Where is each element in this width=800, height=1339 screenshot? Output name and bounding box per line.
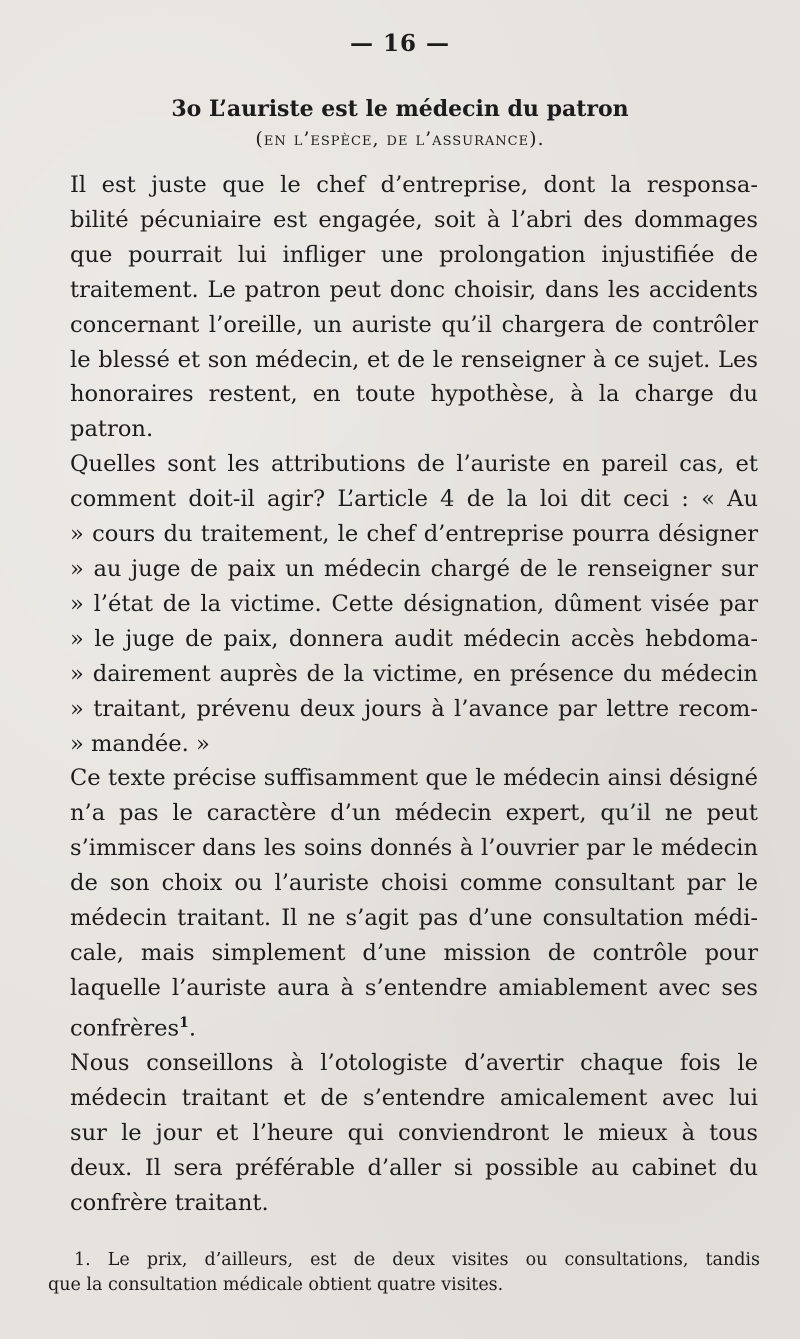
paragraph-1 bbox=[40, 168, 758, 447]
text-line: médecin traitant. Il ne s’agit pas d’une consultation médi- bbox=[70, 905, 758, 932]
text-line: deux. Il sera préférable d’aller si possible au cabinet du bbox=[70, 1154, 758, 1181]
text-line: Ce texte précise suffisamment que le médecin ainsi désigné bbox=[70, 765, 758, 792]
footnote bbox=[48, 1248, 760, 1298]
text-line: sur le jour et l’heure qui conviendront le mieux à tous bbox=[70, 1120, 758, 1146]
text-line: » dairement auprès de la victime, en présence du médecin bbox=[70, 660, 758, 687]
paragraph-2 bbox=[40, 447, 758, 761]
text-line: bilité pécuniaire est engagée, soit à l’abri des dommages bbox=[70, 206, 758, 233]
punctuation: . bbox=[188, 1015, 197, 1042]
text-line: médecin traitant et de s’entendre amicalement avec lui bbox=[70, 1085, 758, 1112]
text-line: » cours du traitement, le chef d’entreprise pourra désigner bbox=[70, 521, 758, 548]
footnote-line: 1. Le prix, d’ailleurs, est de deux visites ou consultations, tandis bbox=[74, 1250, 760, 1270]
text-line: » le juge de paix, donnera audit médecin accès hebdoma- bbox=[70, 625, 758, 652]
page-number: — 16 — bbox=[349, 30, 451, 57]
text-line: honoraires restent, en toute hypothèse, à la charge du bbox=[70, 381, 758, 408]
section-number: 3o bbox=[171, 96, 202, 122]
section-subtitle: (en l’espèce, de l’assurance). bbox=[255, 128, 545, 150]
text-line: comment doit-il agir? L’article 4 de la loi dit ceci : « Au bbox=[70, 486, 758, 513]
text-line: » l’état de la victime. Cette désignation, dûment visée par bbox=[70, 590, 758, 617]
text-line: cale, mais simplement d’une mission de contrôle pour bbox=[70, 939, 758, 966]
text-line: le blessé et son médecin, et de le renseigner à ce sujet. Les bbox=[70, 346, 758, 373]
text-line: s’immiscer dans les soins donnés à l’ouvrier par le médecin bbox=[70, 835, 758, 862]
text-line: laquelle l’auriste aura à s’entendre amiablement avec ses bbox=[70, 974, 758, 1001]
text-line bbox=[40, 1006, 758, 1046]
text-line: patron. bbox=[70, 416, 154, 443]
text-line: que pourrait lui infliger une prolongation injustifiée de bbox=[70, 241, 758, 268]
text-line: Il est juste que le chef d’entreprise, dont la responsa- bbox=[70, 172, 758, 198]
text-line: » au juge de paix un médecin chargé de le renseigner sur bbox=[70, 555, 758, 582]
section-title-text: L’auriste est le médecin du patron bbox=[209, 96, 629, 122]
body-text bbox=[40, 168, 758, 1221]
text-line: Nous conseillons à l’otologiste d’avertir chaque fois le bbox=[70, 1050, 758, 1077]
paragraph-3 bbox=[40, 761, 758, 1046]
text-line: » traitant, prévenu deux jours à l’avance par lettre recom- bbox=[70, 695, 758, 722]
text-line: Quelles sont les attributions de l’auriste en pareil cas, et bbox=[70, 451, 758, 478]
text-line: traitement. Le patron peut donc choisir, dans les accidents bbox=[70, 276, 758, 303]
section-title bbox=[0, 96, 800, 122]
text-line-content: confrères bbox=[70, 1015, 180, 1042]
text-line: concernant l’oreille, un auriste qu’il chargera de contrôler bbox=[70, 311, 758, 338]
text-line: n’a pas le caractère d’un médecin expert, qu’il ne peut bbox=[70, 800, 758, 827]
text-line: » mandée. » bbox=[70, 730, 210, 757]
paragraph-4 bbox=[40, 1046, 758, 1221]
footnote-reference[interactable]: 1 bbox=[179, 1014, 189, 1031]
text-line: de son choix ou l’auriste choisi comme consultant par le bbox=[70, 870, 758, 897]
footnote-line: que la consultation médicale obtient quatre visites. bbox=[48, 1275, 504, 1295]
text-line: confrère traitant. bbox=[70, 1189, 269, 1216]
